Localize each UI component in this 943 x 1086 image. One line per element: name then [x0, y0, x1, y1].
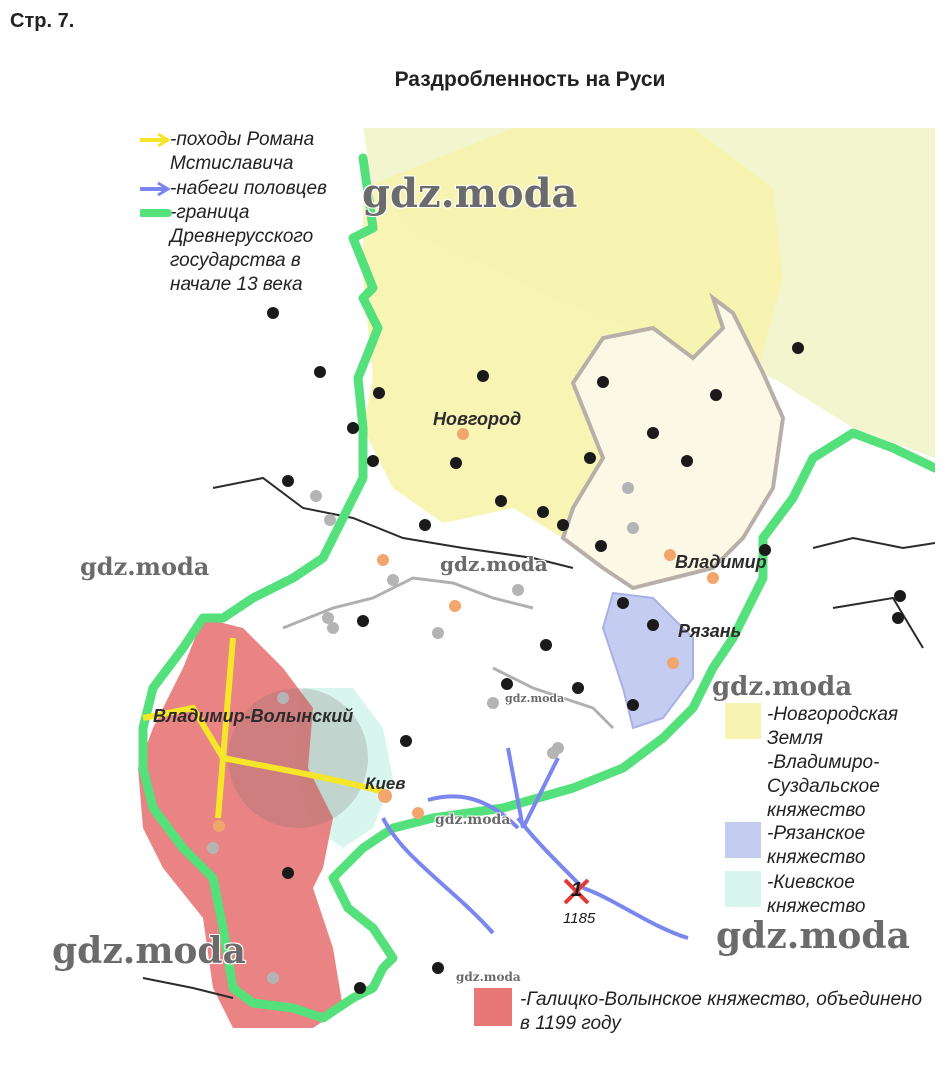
watermark: gdz.moda [456, 970, 521, 984]
legend-galich-label: -Галицко-Волынское княжество, объединено в 1199 году [520, 989, 923, 1034]
yellow-arrow-icon [140, 132, 172, 148]
map-title: Раздробленность на Руси [394, 68, 666, 91]
watermark: gdz.moda [362, 170, 578, 217]
ryazan-swatch [725, 822, 761, 858]
legend-campaigns-label: -походы Романа Мстиславича [170, 129, 315, 174]
watermark: gdz.moda [712, 672, 853, 702]
legend-ryazan-label: -Рязанское княжество [767, 823, 866, 868]
raid-routes [383, 748, 688, 938]
city-label-vladimir: Владимир [675, 552, 767, 572]
legend-campaigns [140, 128, 380, 176]
legend-raids-label: -набеги половцев [170, 178, 327, 199]
vladimir-swatch [725, 751, 761, 787]
watermark: gdz.moda [52, 930, 246, 972]
ryazan-principality [603, 593, 693, 728]
legend-vladimir-label: -Владимиро-Суздальское княжество [767, 752, 880, 821]
city-label-kiev: Киев [365, 774, 406, 793]
battle-year: 1185 [563, 910, 596, 927]
legend-novgorod-label: -Новгородская Земля [767, 704, 899, 749]
city-label-novgorod: Новгород [433, 409, 522, 429]
blue-arrow-icon [140, 181, 172, 197]
region-border [283, 578, 533, 628]
watermark: gdz.moda [435, 812, 511, 828]
page-label: Стр. 7. [10, 10, 75, 32]
city-label-vladimir-volynsky: Владимир-Волынский [153, 706, 354, 726]
border-line [813, 538, 935, 548]
galich-swatch [474, 988, 512, 1026]
kiev-swatch [725, 871, 761, 907]
legend-border-label: -граница Древнерусского государства в начале 13 века [170, 202, 314, 295]
legend-kiev-label: -Киевское княжество [767, 872, 866, 917]
watermark: gdz.moda [505, 692, 565, 705]
border-line [833, 598, 923, 648]
border-line-icon [140, 205, 172, 221]
city-label-ryazan: Рязань [678, 621, 742, 641]
battle-number: 1 [571, 879, 583, 901]
legend-border [140, 201, 380, 297]
watermark: gdz.moda [80, 552, 210, 581]
watermark: gdz.moda [440, 552, 548, 576]
legend-raids [140, 177, 380, 201]
watermark: gdz.moda [716, 915, 910, 957]
novgorod-swatch [725, 703, 761, 739]
